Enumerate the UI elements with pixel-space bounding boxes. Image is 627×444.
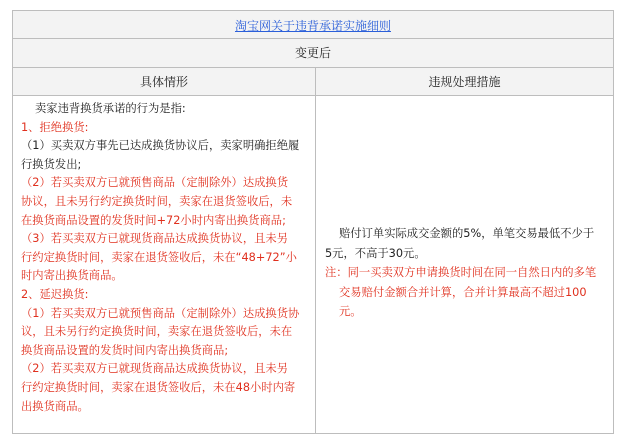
rules-title-link[interactable]: 淘宝网关于违背承诺实施细则 [234, 19, 391, 33]
situation-line: 在换货商品设置的发货时间+72小时内寄出换货商品; [21, 213, 286, 227]
penalty-line: 赔付订单实际成交金额的5%，单笔交易最低不少于 [339, 227, 595, 240]
situation-line: 2、延迟换货: [21, 287, 89, 301]
content-row [13, 96, 613, 433]
situation-line: 时内寄出换货商品。 [21, 269, 123, 283]
situation-line: （1）若买卖双方已就预售商品（定制除外）达成换货协 [21, 306, 300, 320]
situation-line: （2）若买卖双方已就现货商品达成换货协议，且未另 [21, 362, 289, 376]
header-row [13, 68, 613, 96]
situation-line: 行约定换货时间，卖家在退货签收后，未在“48+72”小 [21, 250, 297, 264]
situation-line: 议，且未另行约定换货时间，卖家在退货签收后，未在 [21, 325, 293, 339]
situation-line: 卖家违背换货承诺的行为是指: [35, 102, 186, 115]
situation-line: 换货商品设置的发货时间内寄出换货商品; [21, 343, 229, 357]
penalty-cell [316, 96, 613, 433]
situation-line: （1）买卖双方事先已达成换货协议后，卖家明确拒绝履 [21, 139, 300, 153]
header-penalty: 违规处理措施 [428, 75, 501, 89]
penalty-line: 交易赔付金额合并计算，合并计算最高不超过100元。 [339, 285, 587, 318]
penalty-line: 注：同一买卖双方申请换货时间在同一自然日内的多笔 [325, 266, 597, 279]
header-situation: 具体情形 [13, 68, 316, 96]
penalty-line: 5元，不高于30元。 [325, 246, 426, 260]
situation-line: 行约定换货时间，卖家在退货签收后，未在48小时内寄 [21, 380, 296, 394]
rules-table [12, 10, 614, 434]
subtitle-row: 变更后 [13, 39, 613, 68]
situation-line: 协议，且未另行约定换货时间，卖家在退货签收后，未 [21, 194, 293, 208]
situation-line: 1、拒绝换货: [21, 120, 89, 134]
situation-cell [13, 96, 316, 433]
situation-line: 行换货发出; [21, 157, 82, 171]
title-row [13, 11, 613, 39]
situation-line: （2）若买卖双方已就预售商品（定制除外）达成换货 [21, 176, 289, 190]
situation-line: 出换货商品。 [21, 399, 89, 413]
situation-line: （3）若买卖双方已就现货商品达成换货协议，且未另 [21, 232, 289, 246]
